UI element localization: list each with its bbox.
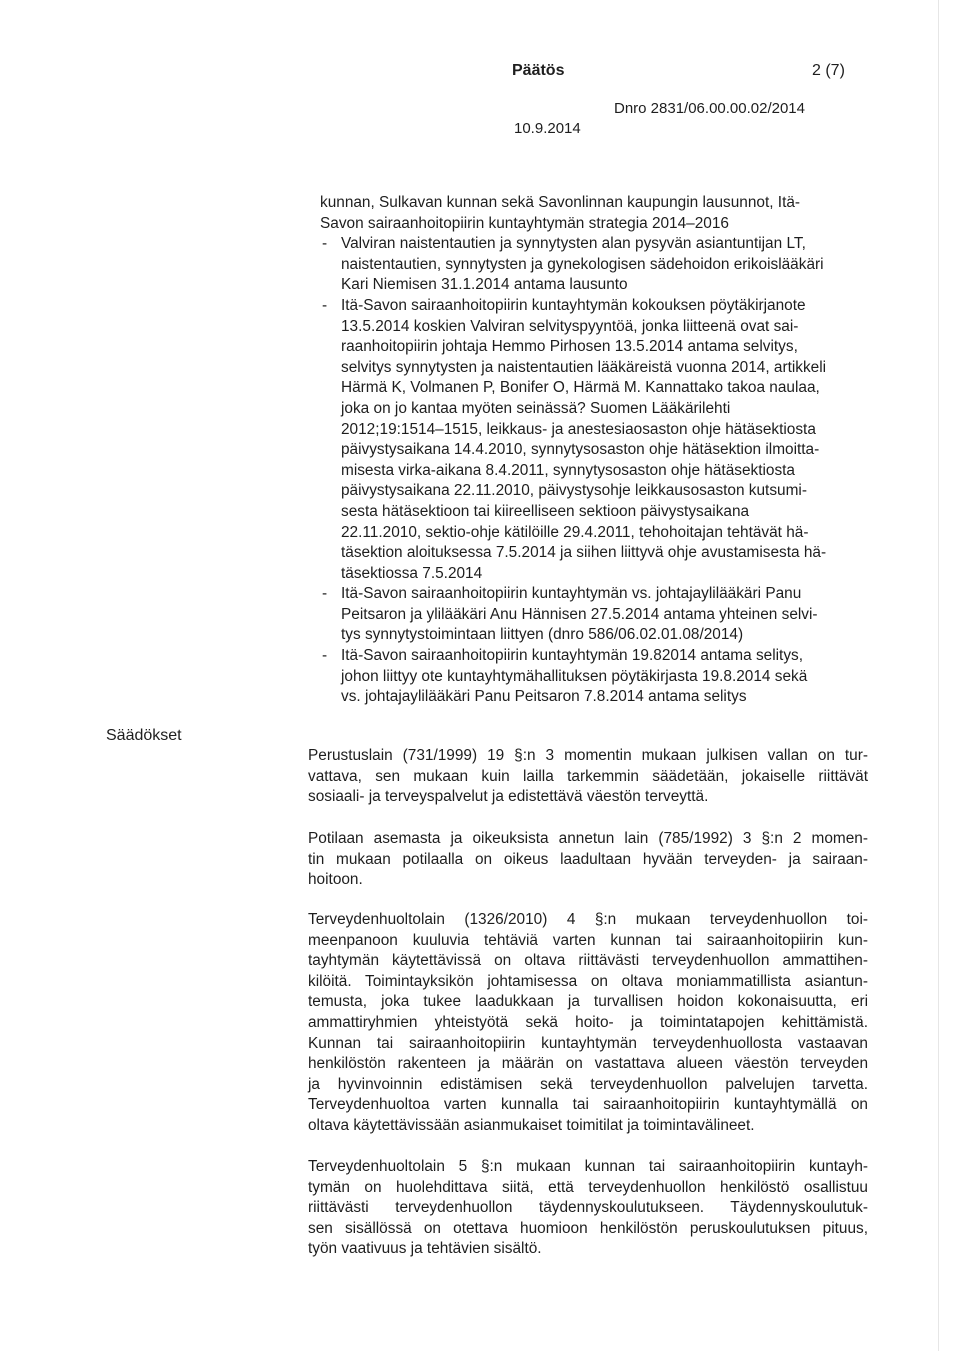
document-number: Dnro 2831/06.00.00.02/2014 bbox=[614, 100, 805, 117]
list-line bbox=[320, 440, 880, 461]
document-title: Päätös bbox=[512, 62, 565, 79]
list-line bbox=[320, 420, 880, 441]
list-line-text: kunnan, Sulkavan kunnan sekä Savonlinnan kaupungin lausunnot, Itä- bbox=[320, 194, 801, 211]
list-line-text: päivystysaikana 14.4.2010, synnytysosaston ohje hätäsektion ilmoitta- bbox=[341, 441, 820, 459]
list-line bbox=[320, 543, 880, 564]
list-line bbox=[320, 317, 880, 338]
list-line-text: raanhoitopiirin johtaja Hemmo Pirhosen 13.5.2014 antama selvitys, bbox=[341, 338, 798, 356]
paragraph bbox=[308, 1157, 868, 1260]
paragraph-line: temusta, joka tukee laadukkaan ja turvallisen hoidon kokonaisuutta, eri bbox=[308, 993, 868, 1011]
list-line bbox=[320, 605, 880, 626]
attachment-list bbox=[320, 193, 880, 708]
list-line-text: misesta virka-aikana 8.4.2011, synnytysosaston ohje hätäsektiosta bbox=[341, 461, 795, 479]
list-line bbox=[320, 275, 880, 296]
list-line bbox=[320, 399, 880, 420]
paragraph-line: tayhtymän käytettävissä on oltava riittävästi terveydenhuollon ammattihen- bbox=[308, 952, 868, 970]
list-dash: - bbox=[322, 296, 328, 314]
list-line bbox=[320, 358, 880, 379]
list-line-text: Itä-Savon sairaanhoitopiirin kuntayhtymän kokouksen pöytäkirjanote bbox=[341, 296, 806, 314]
list-line bbox=[320, 296, 880, 317]
list-dash: - bbox=[322, 235, 328, 253]
paragraph-line: Terveydenhuoltoa varten kunnalla tai sairaanhoitopiirin kuntayhtymällä on bbox=[308, 1096, 868, 1114]
paragraph-line: Potilaan asemasta ja oikeuksista annetun lain (785/1992) 3 §:n 2 momen- bbox=[308, 830, 868, 847]
paragraph-line: sosiaali- ja terveyspalvelut ja edistettävä väestön terveyttä. bbox=[308, 788, 709, 806]
list-line-text: sesta hätäsektioon tai kiireelliseen sektioon päivystysaikana bbox=[341, 502, 750, 520]
list-line bbox=[320, 584, 880, 605]
list-line bbox=[320, 502, 880, 523]
list-line-text: naistentautien, synnytysten ja gynekologisen sädehoidon erikoislääkäri bbox=[341, 255, 824, 273]
list-line-text: Kari Niemisen 31.1.2014 antama lausunto bbox=[341, 276, 628, 294]
paragraph-line: Terveydenhuoltolain (1326/2010) 4 §:n mukaan terveydenhuollon toi- bbox=[308, 911, 868, 928]
list-line bbox=[320, 625, 880, 646]
list-line bbox=[320, 255, 880, 276]
list-line-text: vs. johtajaylilääkäri Panu Peitsaron 7.8.2014 antama selitys bbox=[341, 688, 747, 706]
paragraph-line: henkilöstön rakenteen ja määrän on vastattava alueen väestön terveyden bbox=[308, 1055, 868, 1073]
list-line-text: Valviran naistentautien ja synnytysten alan pysyvän asiantuntijan LT, bbox=[341, 235, 806, 253]
paragraph-line: sen sisällössä on otettava huomioon henkilöstön peruskoulutuksen pituus, bbox=[308, 1219, 868, 1237]
paragraph-line: riittävästi terveydenhuollon täydennyskoulutukseen. Täydennyskoulutuk- bbox=[308, 1199, 868, 1217]
list-line-text: joka on jo kantaa myöten seinässä? Suomen Lääkärilehti bbox=[341, 399, 731, 417]
list-line-text: 2012;19:1514–1515, leikkaus- ja anestesiaosaston ohje hätäsektiosta bbox=[341, 420, 816, 438]
list-line-text: täsektiossa 7.5.2014 bbox=[341, 564, 483, 582]
section-label: Säädökset bbox=[106, 727, 182, 744]
paragraph-line: ja hyvinvoinnin edistämisen sekä terveydenhuollon palvelujen tarvetta. bbox=[308, 1075, 868, 1093]
list-line bbox=[320, 667, 880, 688]
list-line-text: Peitsaron ja ylilääkäri Anu Hännisen 27.5.2014 antama yhteinen selvi- bbox=[341, 605, 818, 623]
list-line-text: johon liittyy ote kuntayhtymähallituksen pöytäkirjasta 19.8.2014 sekä bbox=[341, 667, 808, 685]
paragraph-line: tymän on huolehdittava siitä, että terveydenhuollon henkilöstö osallistuu bbox=[308, 1178, 868, 1196]
list-dash: - bbox=[322, 647, 328, 665]
list-line-text: Härmä K, Volmanen P, Bonifer O, Härmä M. Kannattako takoa naulaa, bbox=[341, 379, 820, 397]
list-line bbox=[320, 687, 880, 708]
list-line-text: täsektion aloituksessa 7.5.2014 ja siihen liittyvä ohje avustamisesta hä- bbox=[341, 544, 827, 562]
list-line bbox=[320, 234, 880, 255]
list-line bbox=[320, 481, 880, 502]
paragraph-line: vattava, sen mukaan kuin lailla tarkemmin säädetään, jokaiselle riittävät bbox=[308, 767, 868, 785]
document-date: 10.9.2014 bbox=[514, 120, 581, 137]
paragraph-line: oltava käytettävissään asianmukaiset toimitilat ja toimintavälineet. bbox=[308, 1116, 755, 1134]
list-line-text: selvitys synnytysten ja naistentautien lääkäreistä vuonna 2014, artikkeli bbox=[341, 358, 827, 376]
paragraph-line: kilöitä. Toimintayksikön johtamisessa on oltava moniammatillista asiantun- bbox=[308, 972, 868, 990]
page-number: 2 (7) bbox=[812, 62, 845, 79]
list-line-text: Itä-Savon sairaanhoitopiirin kuntayhtymän 19.82014 antama selitys, bbox=[341, 647, 803, 665]
paragraph-line: meenpanoon kuuluvia tehtäviä varten kunnan tai sairaanhoitopiirin kun- bbox=[308, 931, 868, 949]
list-line-text: 13.5.2014 koskien Valviran selvityspyyntöä, jonka liitteenä ovat sai- bbox=[341, 317, 799, 335]
paragraph bbox=[308, 746, 868, 808]
list-line-text: tys synnytystoimintaan liittyen (dnro 586/06.02.01.08/2014) bbox=[341, 626, 744, 644]
list-line bbox=[320, 193, 880, 214]
scan-edge-line bbox=[938, 0, 939, 1351]
paragraph-line: Terveydenhuoltolain 5 §:n mukaan kunnan tai sairaanhoitopiirin kuntayh- bbox=[308, 1158, 868, 1175]
list-line bbox=[320, 214, 880, 235]
paragraph-line: työn vaativuus ja tehtävien sisältö. bbox=[308, 1240, 542, 1258]
paragraph-line: tin mukaan potilaalla on oikeus laadultaan hyvään terveyden- ja sairaan- bbox=[308, 850, 868, 868]
paragraph-line: Perustuslain (731/1999) 19 §:n 3 momentin mukaan julkisen vallan on tur- bbox=[308, 747, 868, 764]
paragraph-line: hoitoon. bbox=[308, 871, 363, 889]
paragraph bbox=[308, 910, 868, 1137]
list-line bbox=[320, 646, 880, 667]
list-line-text: 22.11.2010, sektio-ohje kätilöille 29.4.2011, tehohoitajan tehtävät hä- bbox=[341, 523, 809, 541]
list-line bbox=[320, 523, 880, 544]
paragraph bbox=[308, 829, 868, 891]
list-line bbox=[320, 378, 880, 399]
list-line-text: Itä-Savon sairaanhoitopiirin kuntayhtymän vs. johtajaylilääkäri Panu bbox=[341, 585, 802, 603]
list-line-text: Savon sairaanhoitopiirin kuntayhtymän strategia 2014–2016 bbox=[320, 214, 729, 232]
list-dash: - bbox=[322, 585, 328, 603]
list-line-text: päivystysaikana 22.11.2010, päivystysohje leikkausosaston kutsumi- bbox=[341, 482, 807, 500]
paragraph-line: ammattiryhmien yhteistyötä sekä hoito- ja toimintatapojen kehittämistä. bbox=[308, 1013, 868, 1031]
list-line bbox=[320, 564, 880, 585]
list-line bbox=[320, 461, 880, 482]
paragraph-line: Kunnan tai sairaanhoitopiirin kuntayhtymän terveydenhuollosta vastaavan bbox=[308, 1034, 868, 1052]
list-line bbox=[320, 337, 880, 358]
